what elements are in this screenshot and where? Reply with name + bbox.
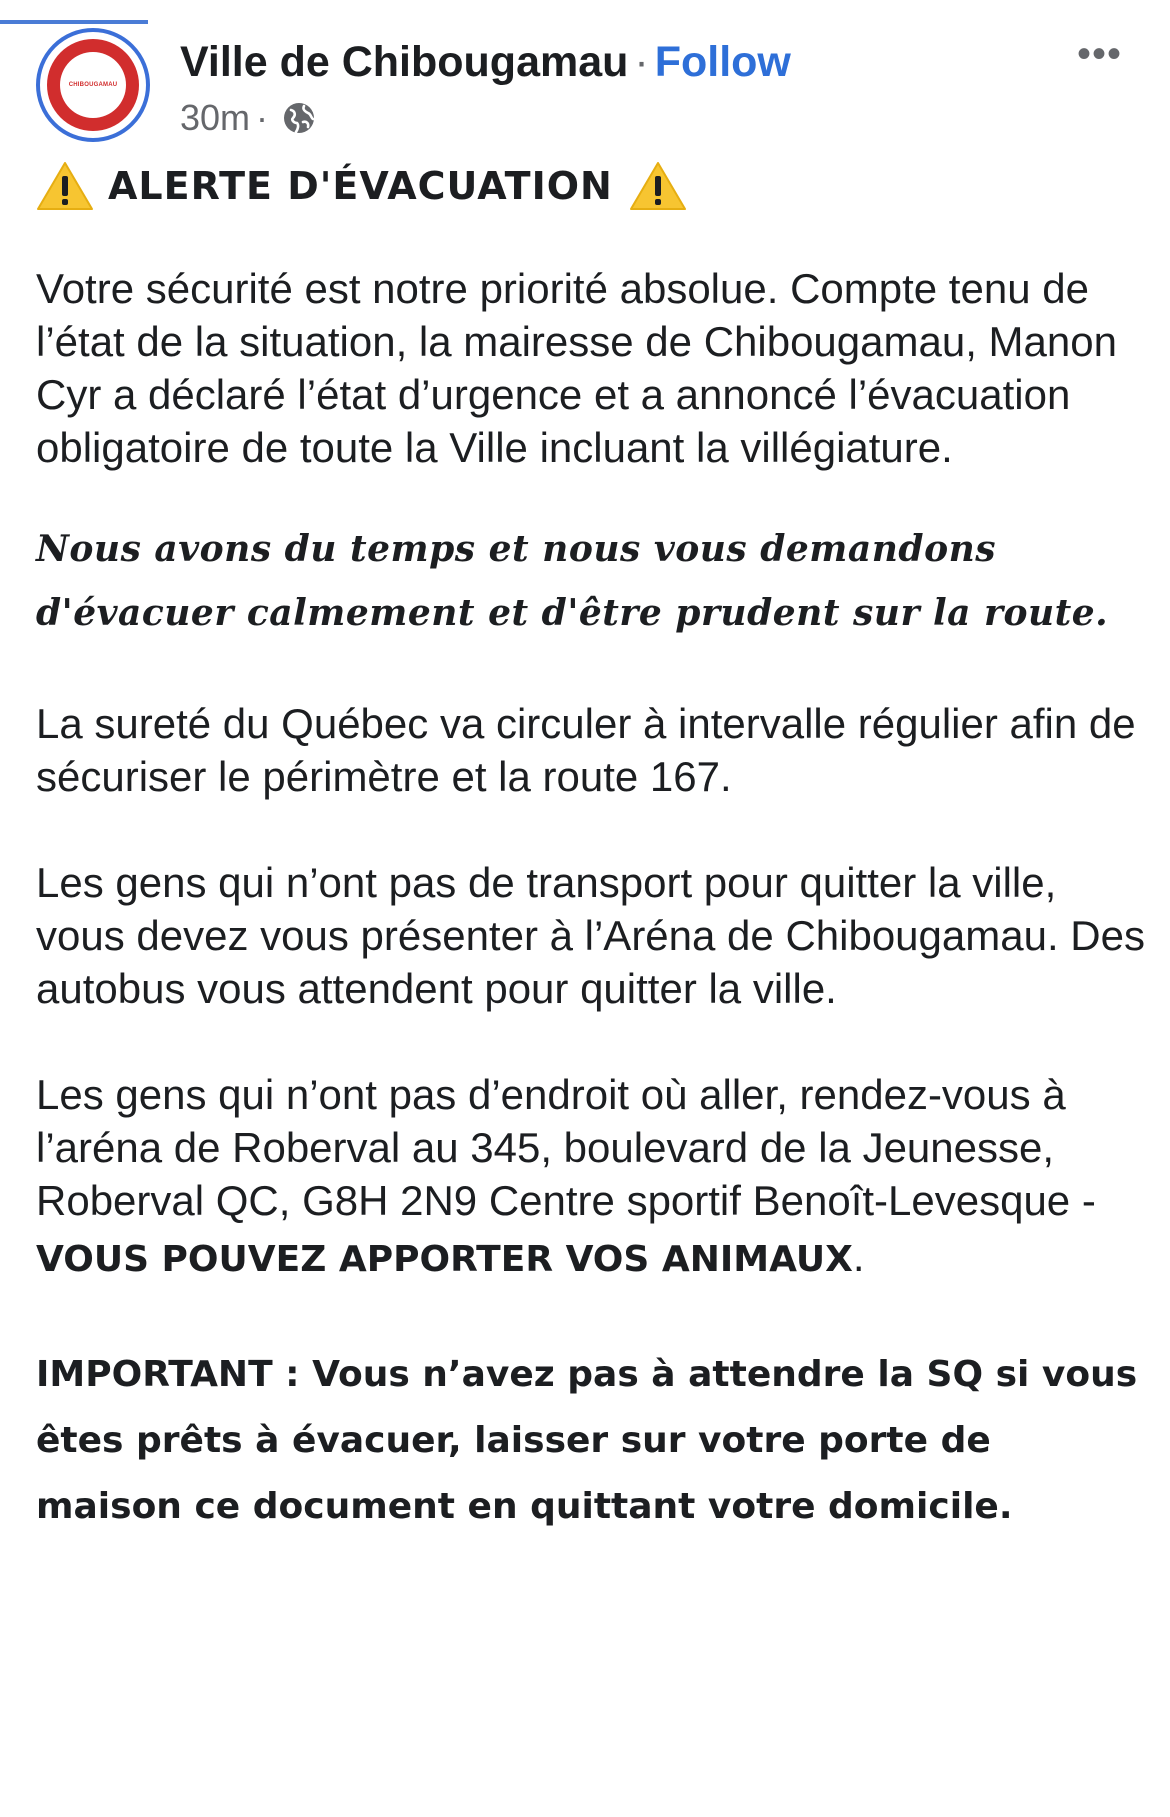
- alert-heading: [36, 150, 1146, 222]
- avatar-logo-text: CHIBOUGAMAU: [68, 82, 118, 88]
- meta-separator: ·: [256, 97, 269, 138]
- warning-icon: [36, 161, 94, 211]
- important-text: : Vous n’avez pas à attendre la SQ si vous êtes prêts à évacuer, laisser sur votre porte de maison ce document en quittant votre domicile.: [36, 1354, 1138, 1527]
- avatar-logo-ring: [47, 39, 139, 131]
- globe-icon: [282, 101, 316, 135]
- paragraph-surete-quebec: La sureté du Québec va circuler à intervalle régulier afin de sécuriser le périmètre et la route 167.: [36, 700, 1136, 800]
- page-name-row: [180, 36, 791, 88]
- post-meta: [180, 96, 316, 140]
- page-name-link[interactable]: Ville de Chibougamau: [180, 38, 629, 86]
- paragraph-transport: Les gens qui n’ont pas de transport pour quitter la ville, vous devez vous présenter à l’Aréna de Chibougamau. Des autobus vous attendent pour quitter la ville.: [36, 859, 1145, 1012]
- post-timestamp[interactable]: 30m: [180, 97, 251, 138]
- post-body: [36, 150, 1146, 1540]
- alert-title: ALERTE D'ÉVACUATION: [108, 164, 613, 208]
- warning-icon: [629, 161, 687, 211]
- paragraph-roberval: [36, 1068, 1146, 1293]
- paragraph-security: Votre sécurité est notre priorité absolue. Compte tenu de l’état de la situation, la mairesse de Chibougamau, Manon Cyr a déclaré l’état d’urgence et a annoncé l’évacuation obligatoire de toute la Ville incluant la villégiature.: [36, 265, 1117, 471]
- paragraph-calm-evacuation: Nous avons du temps et nous vous demandons d'évacuer calmement et d'être prudent sur la route.: [36, 528, 1109, 634]
- roberval-end: .: [852, 1233, 865, 1280]
- post-header: [36, 28, 1136, 148]
- paragraph-important: [36, 1342, 1146, 1540]
- animals-notice: VOUS POUVEZ APPORTER VOS ANIMAUX: [36, 1239, 853, 1280]
- name-separator: ·: [634, 38, 649, 86]
- follow-button[interactable]: Follow: [654, 38, 791, 86]
- avatar-logo-center: [60, 52, 126, 118]
- important-label: IMPORTANT: [36, 1354, 273, 1395]
- more-options-button[interactable]: •••: [1076, 32, 1122, 76]
- roberval-text: Les gens qui n’ont pas d’endroit où aller, rendez-vous à l’aréna de Roberval au 345, boulevard de la Jeunesse, Roberval QC, G8H 2N9 Centre sportif Benoît-Levesque -: [36, 1071, 1096, 1224]
- avatar[interactable]: [36, 28, 150, 142]
- top-accent-bar: [0, 20, 148, 24]
